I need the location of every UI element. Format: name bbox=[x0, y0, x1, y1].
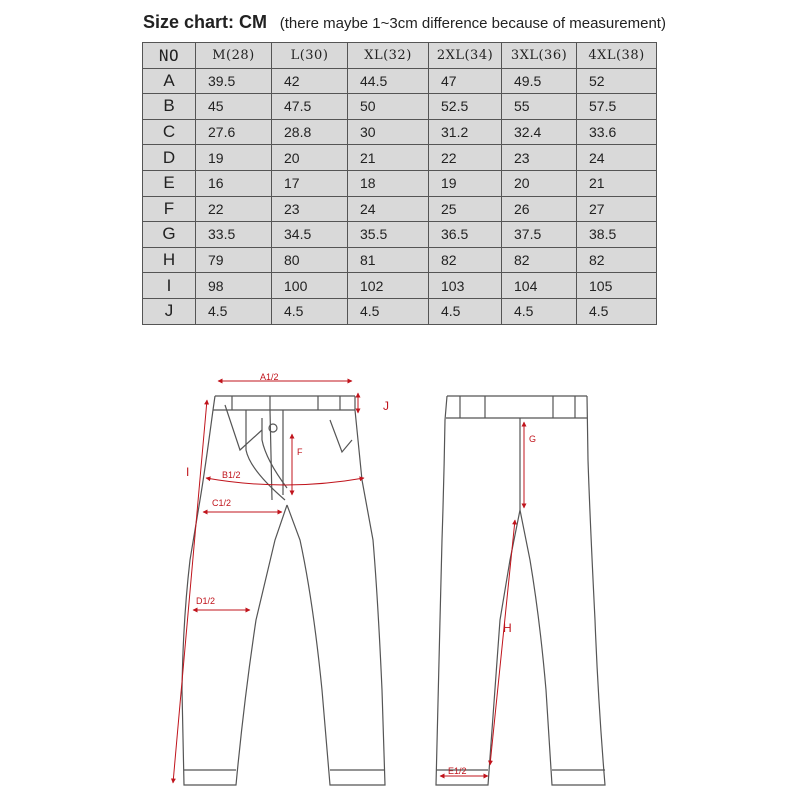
table-cell: 4.5 bbox=[196, 298, 272, 324]
table-cell: 103 bbox=[429, 273, 502, 299]
measurement-note: (there maybe 1~3cm difference because of measurement) bbox=[279, 15, 666, 32]
table-cell: 20 bbox=[272, 145, 348, 171]
table-row bbox=[143, 68, 657, 94]
row-label: D bbox=[143, 145, 196, 171]
table-cell: 30 bbox=[348, 119, 429, 145]
table-cell: 100 bbox=[272, 273, 348, 299]
table-cell: 17 bbox=[272, 170, 348, 196]
label-j: J bbox=[383, 399, 389, 413]
row-label: I bbox=[143, 273, 196, 299]
table-cell: 98 bbox=[196, 273, 272, 299]
back-pants-outline bbox=[436, 396, 605, 785]
table-cell: 47 bbox=[429, 68, 502, 94]
table-cell: 36.5 bbox=[429, 222, 502, 248]
table-row bbox=[143, 222, 657, 248]
table-header-row bbox=[143, 43, 657, 69]
label-d: D1/2 bbox=[196, 596, 216, 606]
column-header-3xl: 3XL(36) bbox=[502, 43, 577, 69]
label-f: F bbox=[297, 447, 303, 457]
row-label: G bbox=[143, 222, 196, 248]
table-row bbox=[143, 170, 657, 196]
table-cell: 27.6 bbox=[196, 119, 272, 145]
table-cell: 50 bbox=[348, 94, 429, 120]
table-cell: 31.2 bbox=[429, 119, 502, 145]
label-i: I bbox=[186, 465, 190, 479]
table-cell: 38.5 bbox=[577, 222, 657, 248]
table-cell: 42 bbox=[272, 68, 348, 94]
table-row bbox=[143, 94, 657, 120]
table-row bbox=[143, 196, 657, 222]
table-cell: 102 bbox=[348, 273, 429, 299]
table-cell: 82 bbox=[429, 247, 502, 273]
table-cell: 82 bbox=[577, 247, 657, 273]
label-b: B1/2 bbox=[222, 470, 241, 480]
table-cell: 18 bbox=[348, 170, 429, 196]
table-cell: 57.5 bbox=[577, 94, 657, 120]
table-row bbox=[143, 298, 657, 324]
label-e: E1/2 bbox=[448, 766, 467, 776]
table-cell: 33.6 bbox=[577, 119, 657, 145]
column-header-xl: XL(32) bbox=[348, 43, 429, 69]
row-label: H bbox=[143, 247, 196, 273]
table-cell: 4.5 bbox=[502, 298, 577, 324]
table-cell: 23 bbox=[272, 196, 348, 222]
pants-diagram bbox=[0, 360, 800, 800]
table-cell: 25 bbox=[429, 196, 502, 222]
table-cell: 39.5 bbox=[196, 68, 272, 94]
table-cell: 22 bbox=[196, 196, 272, 222]
table-cell: 4.5 bbox=[577, 298, 657, 324]
label-h: H bbox=[503, 621, 512, 635]
column-header-4xl: 4XL(38) bbox=[577, 43, 657, 69]
table-cell: 34.5 bbox=[272, 222, 348, 248]
table-cell: 44.5 bbox=[348, 68, 429, 94]
table-cell: 21 bbox=[577, 170, 657, 196]
size-table bbox=[142, 42, 657, 325]
table-cell: 35.5 bbox=[348, 222, 429, 248]
table-cell: 26 bbox=[502, 196, 577, 222]
row-label: J bbox=[143, 298, 196, 324]
row-label: F bbox=[143, 196, 196, 222]
table-cell: 79 bbox=[196, 247, 272, 273]
column-header-no: NO bbox=[143, 43, 196, 69]
back-measurements bbox=[440, 422, 524, 776]
table-cell: 16 bbox=[196, 170, 272, 196]
front-pants-outline bbox=[182, 396, 385, 785]
table-cell: 45 bbox=[196, 94, 272, 120]
table-cell: 23 bbox=[502, 145, 577, 171]
label-c: C1/2 bbox=[212, 498, 232, 508]
table-cell: 20 bbox=[502, 170, 577, 196]
table-cell: 4.5 bbox=[272, 298, 348, 324]
table-cell: 55 bbox=[502, 94, 577, 120]
table-cell: 24 bbox=[577, 145, 657, 171]
column-header-l: L(30) bbox=[272, 43, 348, 69]
table-cell: 47.5 bbox=[272, 94, 348, 120]
table-cell: 32.4 bbox=[502, 119, 577, 145]
front-measurements bbox=[173, 381, 364, 783]
table-row bbox=[143, 119, 657, 145]
table-row bbox=[143, 145, 657, 171]
table-cell: 52.5 bbox=[429, 94, 502, 120]
table-cell: 81 bbox=[348, 247, 429, 273]
row-label: B bbox=[143, 94, 196, 120]
table-cell: 33.5 bbox=[196, 222, 272, 248]
column-header-m: M(28) bbox=[196, 43, 272, 69]
table-cell: 19 bbox=[196, 145, 272, 171]
table-cell: 80 bbox=[272, 247, 348, 273]
column-header-2xl: 2XL(34) bbox=[429, 43, 502, 69]
table-cell: 37.5 bbox=[502, 222, 577, 248]
table-cell: 24 bbox=[348, 196, 429, 222]
table-row bbox=[143, 247, 657, 273]
table-cell: 82 bbox=[502, 247, 577, 273]
table-cell: 49.5 bbox=[502, 68, 577, 94]
table-cell: 4.5 bbox=[348, 298, 429, 324]
table-cell: 27 bbox=[577, 196, 657, 222]
table-cell: 28.8 bbox=[272, 119, 348, 145]
row-label: A bbox=[143, 68, 196, 94]
size-chart-title bbox=[143, 12, 666, 33]
title-bold: Size chart: CM bbox=[143, 12, 268, 32]
table-body bbox=[143, 68, 657, 324]
table-cell: 52 bbox=[577, 68, 657, 94]
table-row bbox=[143, 273, 657, 299]
table-cell: 105 bbox=[577, 273, 657, 299]
row-label: E bbox=[143, 170, 196, 196]
table-cell: 104 bbox=[502, 273, 577, 299]
row-label: C bbox=[143, 119, 196, 145]
label-a: A1/2 bbox=[260, 372, 279, 382]
table-cell: 4.5 bbox=[429, 298, 502, 324]
table-cell: 21 bbox=[348, 145, 429, 171]
table-cell: 22 bbox=[429, 145, 502, 171]
label-g: G bbox=[529, 434, 537, 444]
table-cell: 19 bbox=[429, 170, 502, 196]
